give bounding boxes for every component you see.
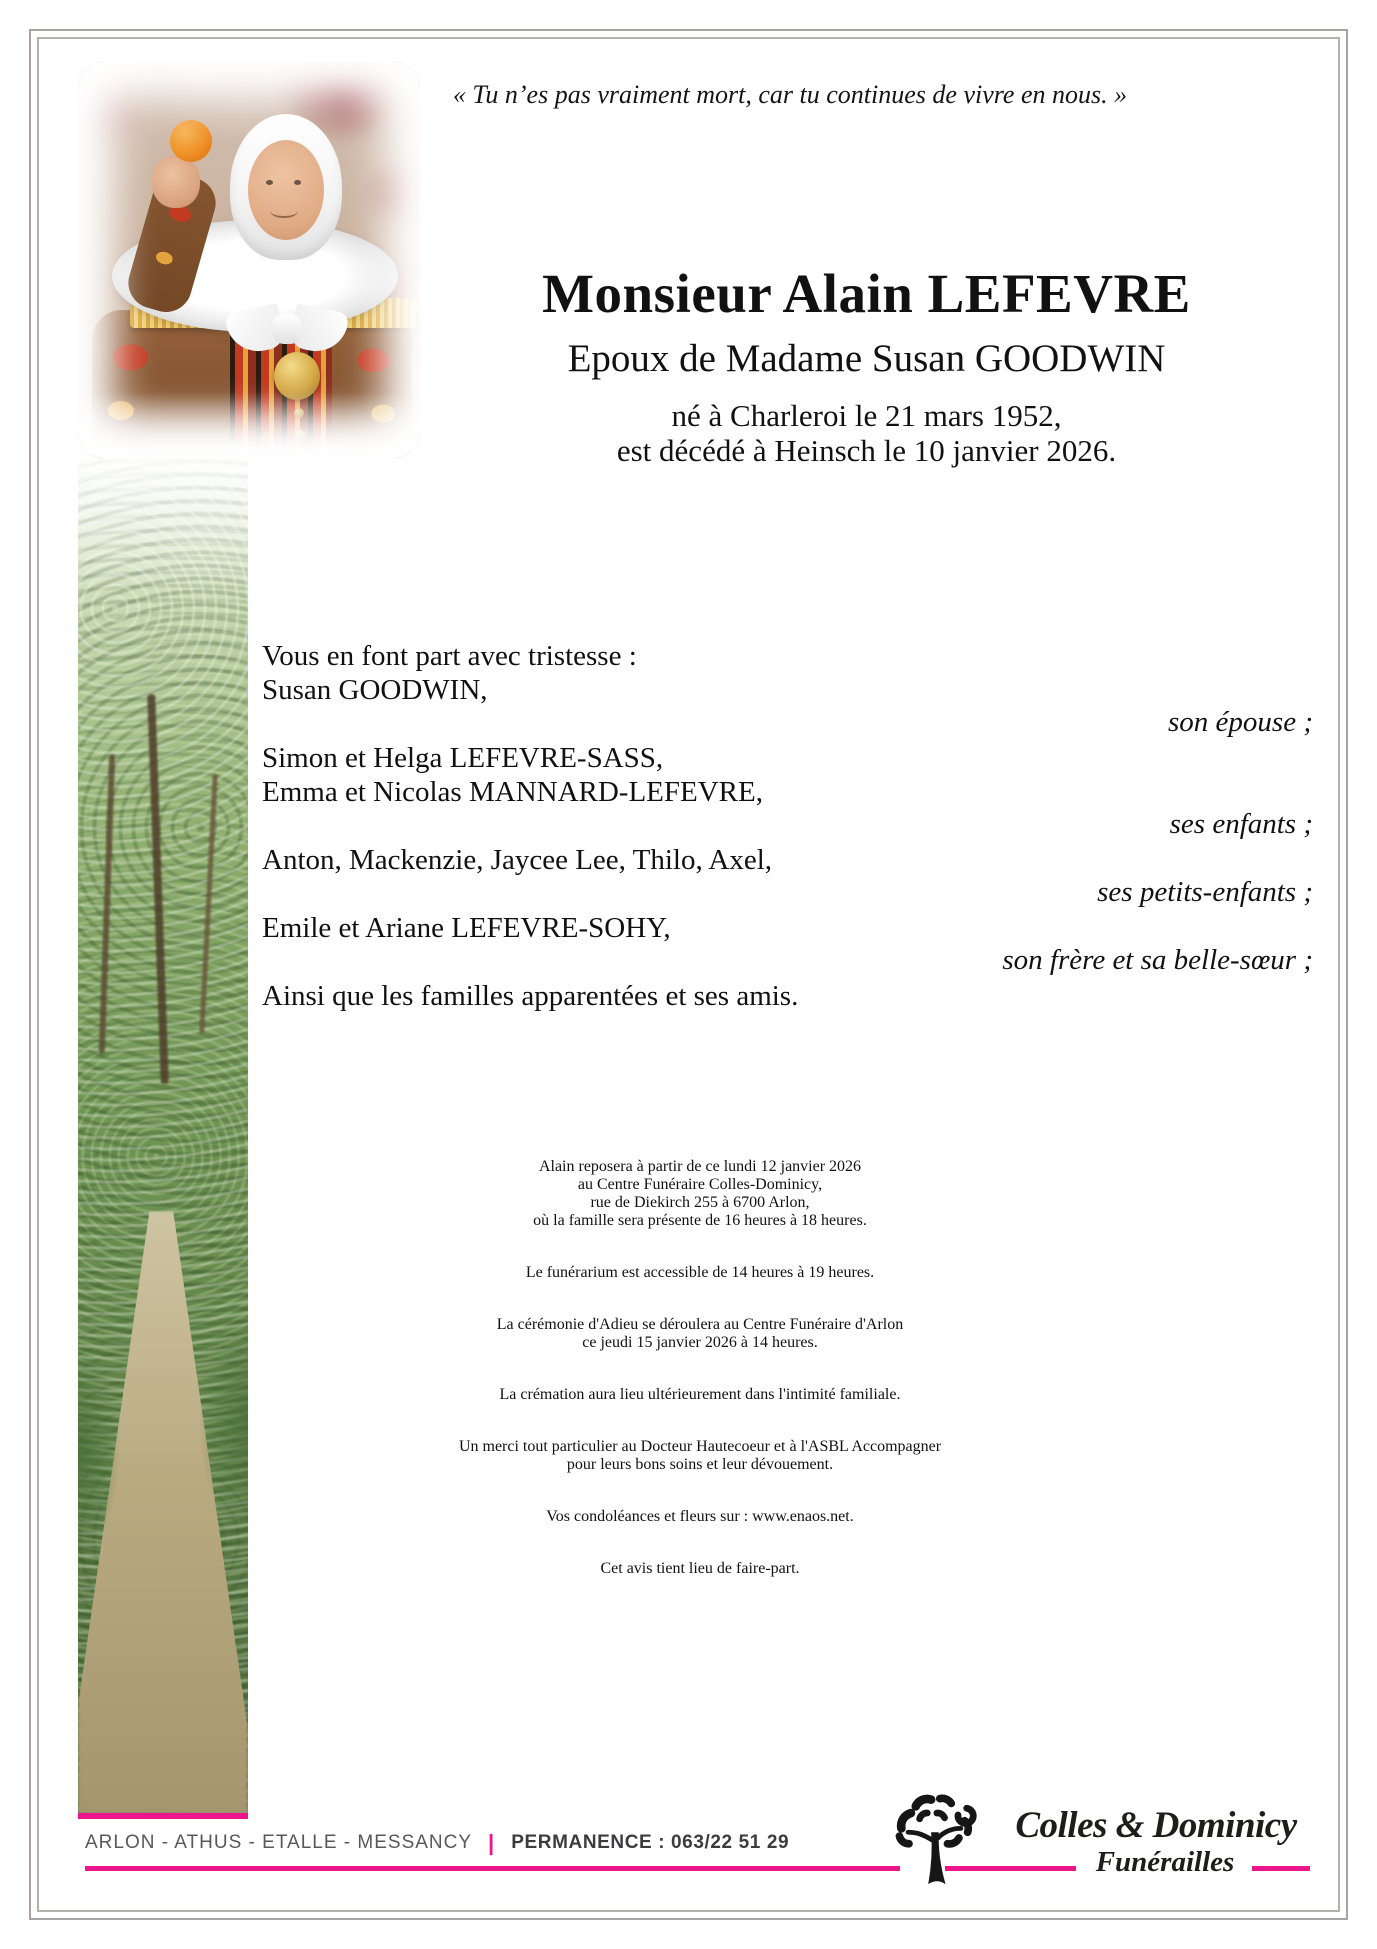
relation-label: ses petits-enfants ; <box>1097 876 1313 908</box>
footer-separator: | <box>488 1830 496 1855</box>
brand-name: Colles & Dominicy <box>1015 1805 1297 1846</box>
relation-label: ses enfants ; <box>1169 808 1313 840</box>
family-line: Anton, Mackenzie, Jaycee Lee, Thilo, Axel, <box>262 844 773 876</box>
tree-icon <box>876 1790 992 1886</box>
announcement-line: où la famille sera présente de 16 heures à 18 heures. <box>533 1212 867 1229</box>
family-line: Simon et Helga LEFEVRE-SASS, <box>262 742 664 774</box>
birth-line: né à Charleroi le 21 mars 1952, <box>671 398 1062 433</box>
family-outro: Ainsi que les familles apparentées et ses amis. <box>262 980 799 1012</box>
footer-permanence: PERMANENCE : 063/22 51 29 <box>511 1832 790 1853</box>
memorial-quote: « Tu n’es pas vraiment mort, car tu continues de vivre en nous. » <box>452 80 1128 109</box>
announcement-line: Vos condoléances et fleurs sur : www.enaos.net. <box>546 1508 854 1525</box>
announcement-line: Le funérarium est accessible de 14 heures à 19 heures. <box>525 1264 875 1281</box>
photo-accent-line <box>78 1813 248 1819</box>
announcement-line: La cérémonie d'Adieu se déroulera au Centre Funéraire d'Arlon <box>496 1316 904 1333</box>
spouse-line: Epoux de Madame Susan GOODWIN <box>567 337 1166 380</box>
family-line: Emma et Nicolas MANNARD-LEFEVRE, <box>262 776 763 808</box>
announcement-line: Cet avis tient lieu de faire-part. <box>600 1560 800 1577</box>
footer-contact-row <box>85 1830 789 1856</box>
announcements <box>235 1124 1165 1612</box>
portrait-photo <box>78 62 420 458</box>
family-line: Susan GOODWIN, <box>262 674 488 706</box>
relation-label: son frère et sa belle-sœur ; <box>1002 944 1313 976</box>
relation-label: son épouse ; <box>1168 706 1313 738</box>
accent-rule <box>1252 1866 1310 1871</box>
announcement-line: au Centre Funéraire Colles-Dominicy, <box>577 1176 823 1193</box>
death-line: est décédé à Heinsch le 10 janvier 2026. <box>616 433 1117 468</box>
family-line: Emile et Ariane LEFEVRE-SOHY, <box>262 912 671 944</box>
announcement-line: ce jeudi 15 janvier 2026 à 14 heures. <box>582 1334 818 1351</box>
footer-locations: ARLON - ATHUS - ETALLE - MESSANCY <box>85 1832 473 1853</box>
accent-rule <box>85 1866 900 1871</box>
brand-subtitle: Funérailles <box>1095 1846 1235 1878</box>
announcement-line: Un merci tout particulier au Docteur Hautecoeur et à l'ASBL Accompagner <box>458 1438 942 1455</box>
announcement-line: rue de Diekirch 255 à 6700 Arlon, <box>590 1194 810 1211</box>
announcement-line: Alain reposera à partir de ce lundi 12 janvier 2026 <box>538 1158 862 1175</box>
deceased-name: Monsieur Alain LEFEVRE <box>542 263 1191 324</box>
announcement-line: La crémation aura lieu ultérieurement dans l'intimité familiale. <box>499 1386 901 1403</box>
family-intro: Vous en font part avec tristesse : <box>262 640 637 672</box>
announcement-line: pour leurs bons soins et leur dévouement. <box>566 1456 834 1473</box>
forest-photo <box>78 444 248 1814</box>
